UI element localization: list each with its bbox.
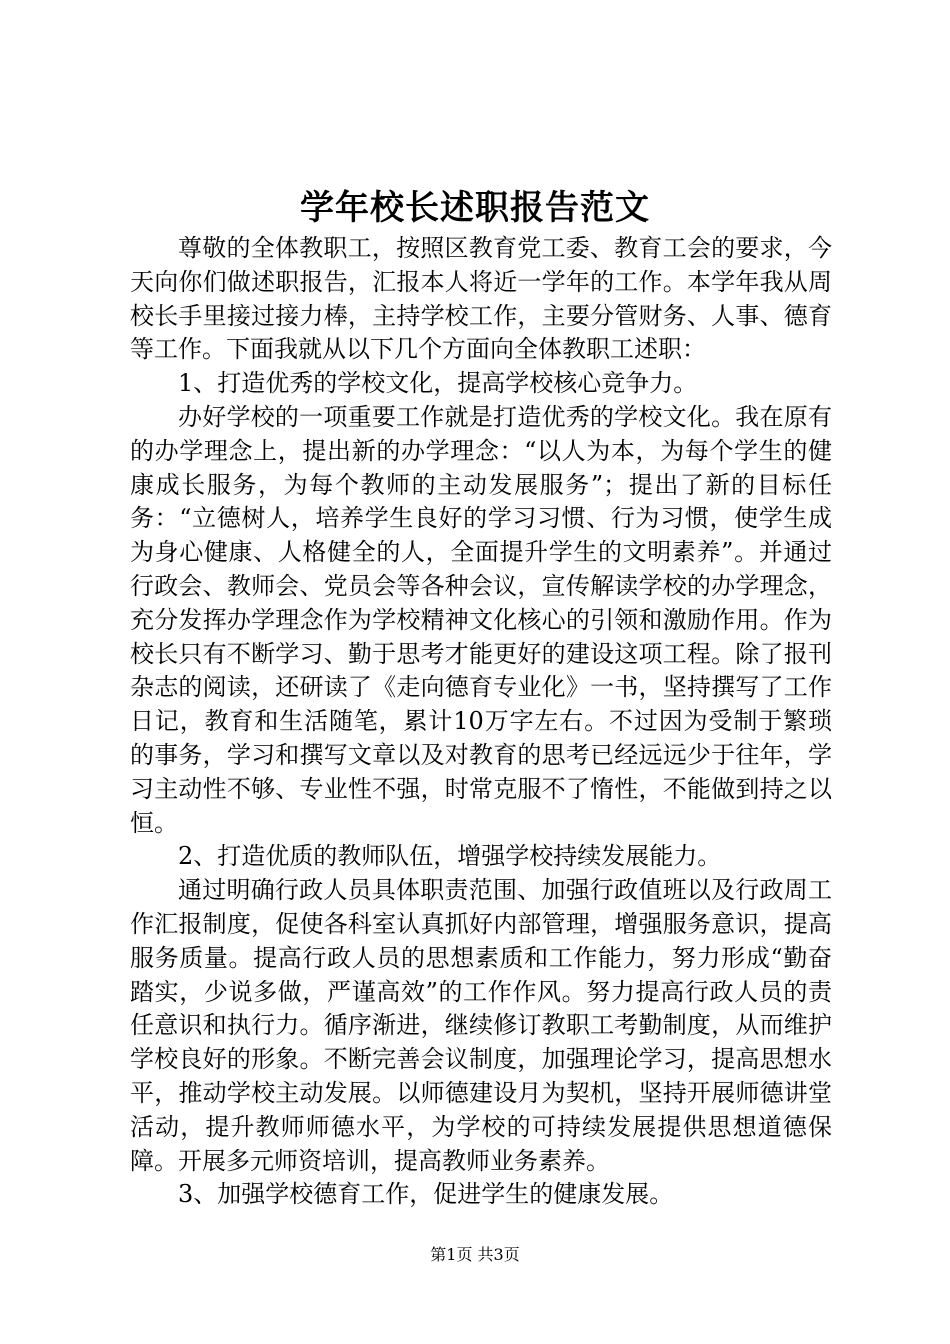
section-heading-1: 1、打造优秀的学校文化，提高学校核心竞争力。 <box>178 369 698 398</box>
paragraph-school-culture: 办好学校的一项重要工作就是打造优秀的学校文化。我在原有的办学理念上，提出新的办学理念：“以人为本，为每个学生的健康成长服务，为每个教师的主动发展服务”；提出了新的目标任务：“立德树人，培养学生良好的学习习惯、行为习惯，使学生成为身心健康、人格健全的人，全面提升学生的文明素养”。并通过行政会、教师会、党员会等各种会议，宣传解读学校的办学理念，充分发挥办学理念作为学校精神文化核心的引领和激励作用。作为校长只有不断学习、勤于思考才能更好的建设这项工程。除了报刊杂志的阅读，还研读了《走向德育专业化》一书，坚持撰写了工作日记，教育和生活随笔，累计10万字左右。不过因为受制于繁琐的事务，学习和撰写文章以及对教育的思考已经远远少于往年，学习主动性不够、专业性不强，时常克服不了惰性，不能做到持之以恒。 <box>130 402 832 837</box>
paragraph-intro: 尊敬的全体教职工，按照区教育党工委、教育工会的要求，今天向你们做述职报告，汇报本人将近一学年的工作。本学年我从周校长手里接过接力棒，主持学校工作，主要分管财务、人事、德育等工作。下面我就从以下几个方面向全体教职工述职： <box>130 234 832 364</box>
paragraph-teacher-team: 通过明确行政人员具体职责范围、加强行政值班以及行政周工作汇报制度，促使各科室认真抓好内部管理，增强服务意识，提高服务质量。提高行政人员的思想素质和工作能力，努力形成“勤奋踏实，少说多做，严谨高效”的工作作风。努力提高行政人员的责任意识和执行力。循序渐进，继续修订教职工考勤制度，从而维护学校良好的形象。不断完善会议制度，加强理论学习，提高思想水平，推动学校主动发展。以师德建设月为契机，坚持开展师德讲堂活动，提升教师师德水平，为学校的可持续发展提供思想道德保障。开展多元师资培训，提高教师业务素养。 <box>130 876 832 1175</box>
section-heading-2: 2、打造优质的教师队伍，增强学校持续发展能力。 <box>178 842 722 871</box>
page-number-footer: 第1页 共3页 <box>430 1245 520 1264</box>
document-title: 学年校长述职报告范文 <box>300 188 650 228</box>
document-body <box>130 232 832 1212</box>
section-heading-3: 3、加强学校德育工作，促进学生的健康发展。 <box>178 1180 674 1209</box>
